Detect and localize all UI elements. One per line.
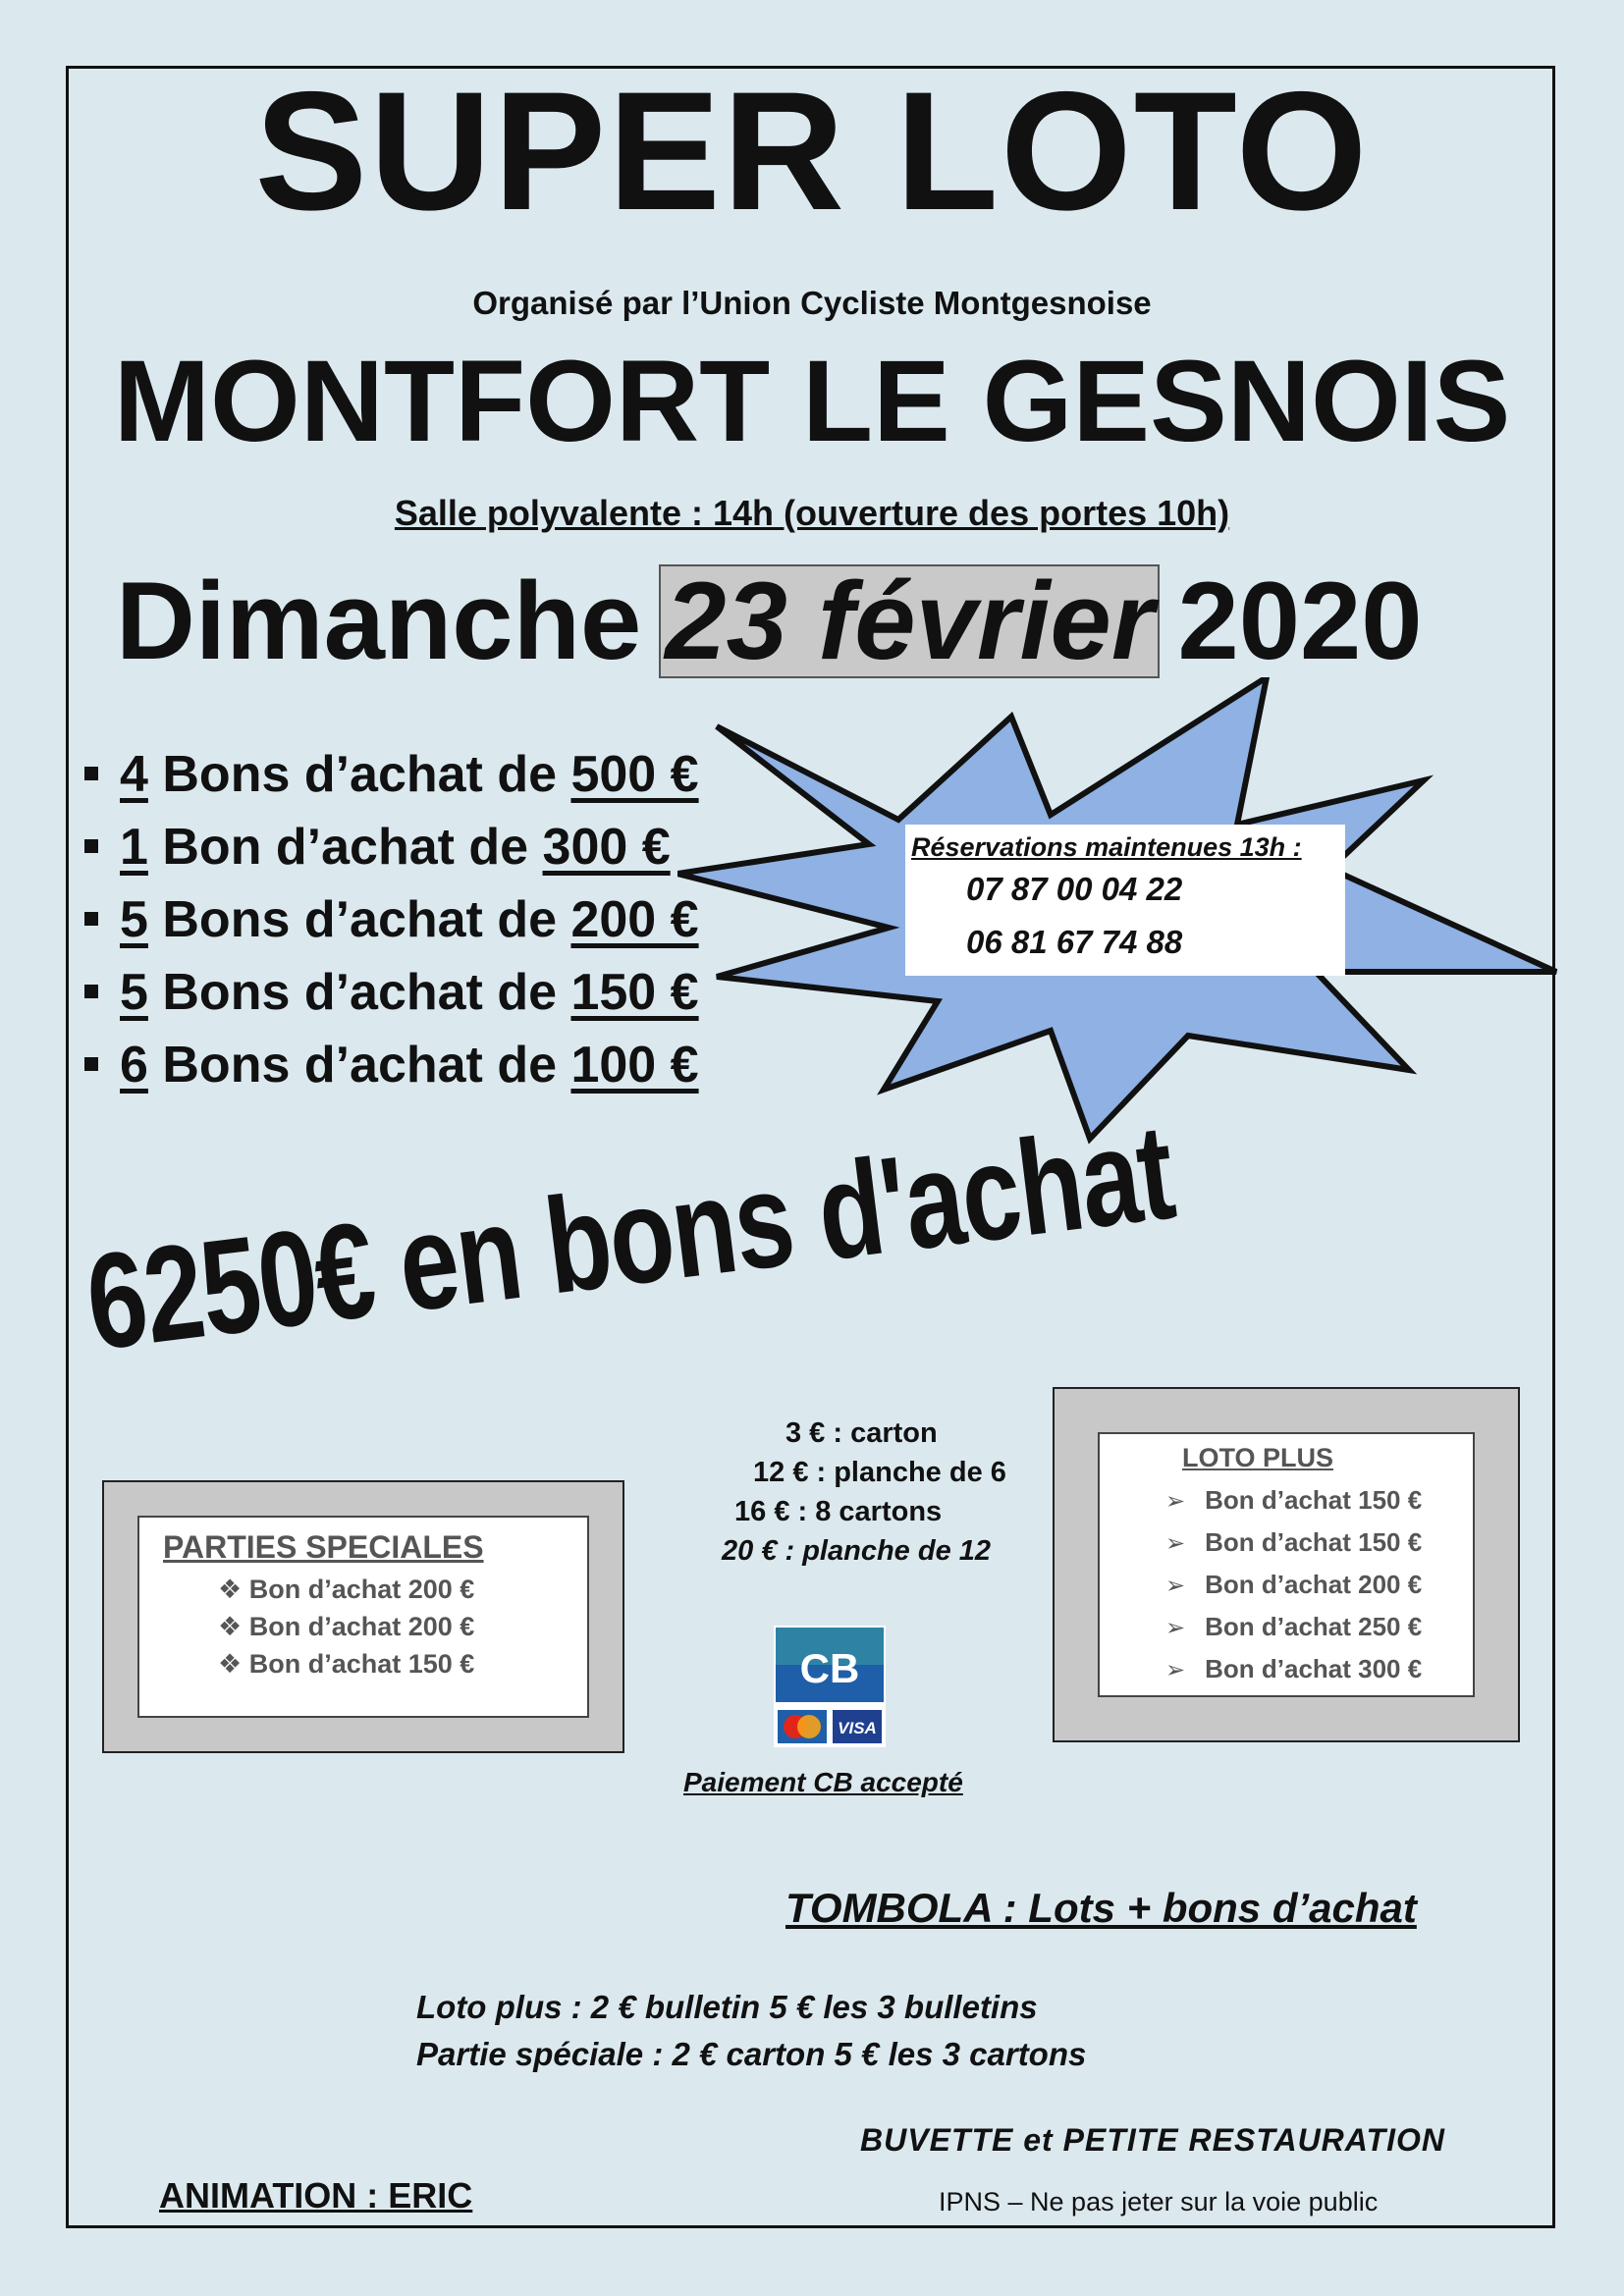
- prize-text: Bons d’achat de: [162, 746, 558, 803]
- prize-text: Bons d’achat de: [162, 891, 558, 948]
- diamond-bullet-icon: ❖: [218, 1612, 249, 1641]
- loto-plus-item-label: Bon d’achat 200 €: [1205, 1570, 1423, 1599]
- arrow-bullet-icon: ➢: [1165, 1615, 1186, 1641]
- prize-amount: 300 €: [542, 819, 671, 876]
- headline-total: 6250€ en bons d'achat: [79, 1095, 1181, 1379]
- event-date: [116, 560, 1423, 682]
- price-line: 3 € : carton: [785, 1417, 938, 1449]
- special-item-label: Bon d’achat 150 €: [248, 1649, 475, 1679]
- prize-count: 5: [120, 891, 148, 948]
- buvette-line: BUVETTE et PETITE RESTAURATION: [860, 2122, 1445, 2158]
- special-item: [218, 1649, 474, 1680]
- venue-line: Salle polyvalente : 14h (ouverture des portes 10h): [394, 493, 1230, 533]
- date-day: Dimanche: [116, 560, 642, 682]
- organizer-line: Organisé par l’Union Cycliste Montgesnoise: [472, 285, 1152, 321]
- prize-amount: 150 €: [570, 964, 699, 1021]
- prize-item: [84, 956, 699, 1029]
- cb-logo-text: CB: [799, 1645, 860, 1691]
- loto-plus-item: [1165, 1612, 1422, 1642]
- phone-number[interactable]: 06 81 67 74 88: [966, 924, 1183, 960]
- loto-plus-item-label: Bon d’achat 150 €: [1205, 1485, 1423, 1515]
- animation-line: ANIMATION : ERIC: [159, 2175, 473, 2216]
- ipns-notice: IPNS – Ne pas jeter sur la voie public: [939, 2187, 1379, 2216]
- loto-plus-item: [1165, 1570, 1422, 1600]
- diamond-bullet-icon: ❖: [218, 1649, 249, 1679]
- tombola-line: TOMBOLA : Lots + bons d’achat: [785, 1885, 1417, 1931]
- special-item: [218, 1612, 474, 1642]
- prize-amount: 200 €: [570, 891, 699, 948]
- special-item-label: Bon d’achat 200 €: [248, 1575, 475, 1604]
- tarif-line: Loto plus : 2 € bulletin 5 € les 3 bulletins: [416, 1989, 1038, 2025]
- square-bullet-icon: [84, 1057, 98, 1071]
- prize-item: [84, 811, 699, 883]
- price-line: 16 € : 8 cartons: [734, 1496, 943, 1527]
- prize-item: [84, 738, 699, 811]
- loto-plus-item: [1165, 1485, 1422, 1516]
- special-parties-box: [102, 1480, 624, 1753]
- payment-label: Paiement CB accepté: [683, 1767, 963, 1797]
- prize-amount: 100 €: [570, 1037, 699, 1094]
- town-name: MONTFORT LE GESNOIS: [113, 337, 1511, 466]
- arrow-bullet-icon: ➢: [1165, 1657, 1186, 1683]
- prize-count: 4: [120, 746, 148, 803]
- date-highlight: 23 février: [659, 564, 1160, 678]
- poster-title: SUPER LOTO: [254, 57, 1370, 245]
- loto-plus-title: LOTO PLUS: [1182, 1443, 1334, 1472]
- square-bullet-icon: [84, 912, 98, 926]
- prize-amount: 500 €: [570, 746, 699, 803]
- tarif-line: Partie spéciale : 2 € carton 5 € les 3 cartons: [416, 2036, 1087, 2072]
- loto-plus-item-label: Bon d’achat 250 €: [1205, 1612, 1423, 1641]
- visa-text: VISA: [838, 1719, 877, 1737]
- price-line: 12 € : planche de 6: [753, 1457, 1006, 1488]
- date-year: 2020: [1177, 560, 1423, 682]
- loto-plus-item-label: Bon d’achat 150 €: [1205, 1527, 1423, 1557]
- arrow-bullet-icon: ➢: [1165, 1573, 1186, 1599]
- prize-count: 6: [120, 1037, 148, 1094]
- loto-plus-item-label: Bon d’achat 300 €: [1205, 1654, 1423, 1683]
- prize-text: Bon d’achat de: [162, 819, 529, 876]
- square-bullet-icon: [84, 767, 98, 780]
- prize-item: [84, 1029, 699, 1101]
- reservation-box: [905, 825, 1345, 976]
- loto-plus-item: [1165, 1654, 1422, 1684]
- square-bullet-icon: [84, 985, 98, 998]
- reservation-title: Réservations maintenues 13h :: [911, 832, 1302, 862]
- phone-number[interactable]: 07 87 00 04 22: [966, 871, 1183, 907]
- special-item-label: Bon d’achat 200 €: [248, 1612, 475, 1641]
- square-bullet-icon: [84, 839, 98, 853]
- prize-count: 5: [120, 964, 148, 1021]
- prize-list: [84, 738, 699, 1101]
- special-item: [218, 1575, 474, 1605]
- prize-text: Bons d’achat de: [162, 1037, 558, 1094]
- prize-item: [84, 883, 699, 956]
- special-parties-title: PARTIES SPECIALES: [163, 1529, 484, 1565]
- loto-plus-box: [1053, 1387, 1520, 1742]
- prize-text: Bons d’achat de: [162, 964, 558, 1021]
- diamond-bullet-icon: ❖: [218, 1575, 249, 1604]
- price-line: 20 € : planche de 12: [722, 1535, 992, 1567]
- loto-plus-item: [1165, 1527, 1422, 1558]
- prize-count: 1: [120, 819, 148, 876]
- arrow-bullet-icon: ➢: [1165, 1530, 1186, 1557]
- cb-card-logo-icon: [774, 1626, 886, 1747]
- arrow-bullet-icon: ➢: [1165, 1488, 1186, 1515]
